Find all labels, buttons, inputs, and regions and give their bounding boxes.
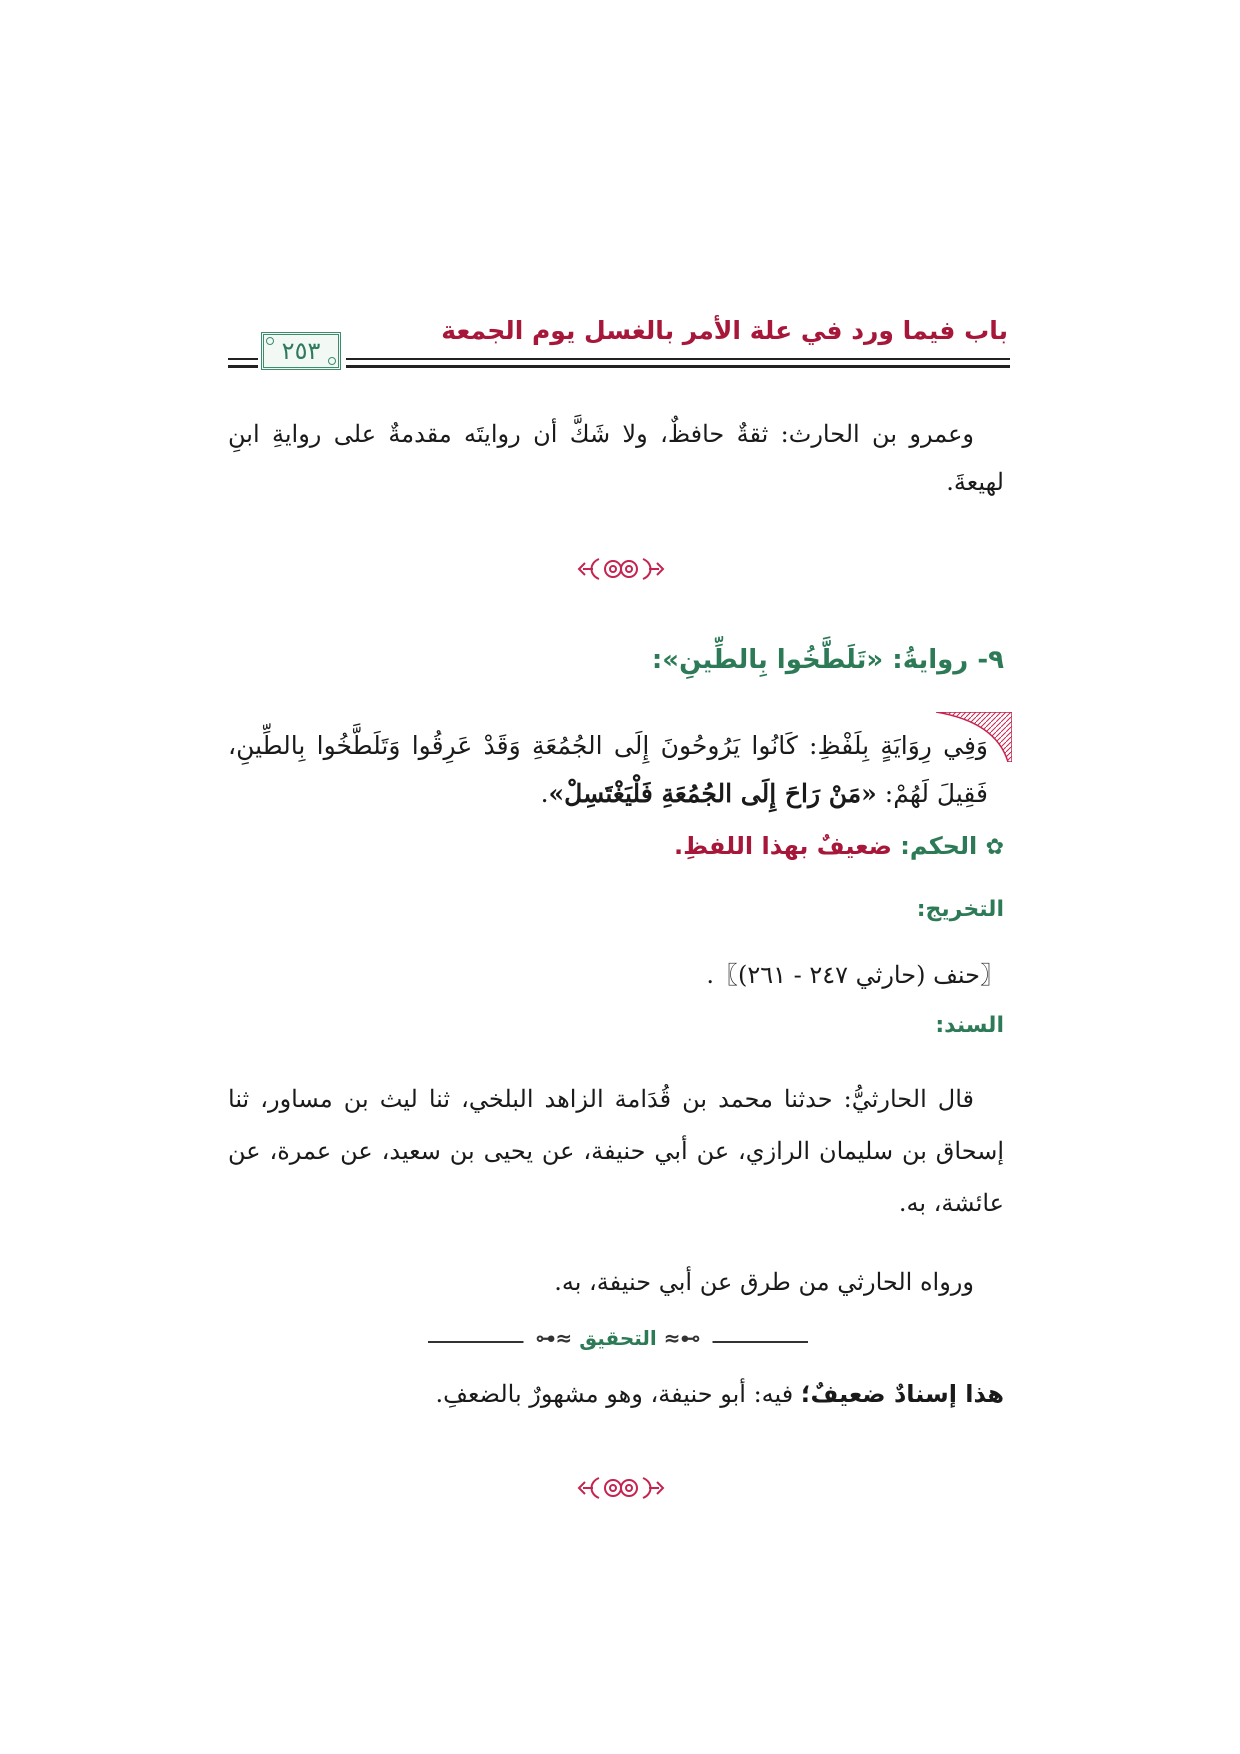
ruling-label: الحكم: — [900, 832, 978, 860]
tahqiq-bold: هذا إسنادٌ ضعيفٌ؛ — [800, 1380, 1004, 1408]
section-label: روايةُ: — [892, 645, 969, 675]
hadith-lead: وَفِي رِوَايَةٍ بِلَفْظِ: كَانُوا يَرُوحُونَ إِلَى الجُمُعَةِ وَقَدْ عَرِقُوا وَتَلَطَّخُوا بِالطِّينِ، فَقِيلَ لَهُمْ: — [228, 731, 988, 808]
takhrij-line: 〖حنف (حارثي ٢٤٧ - ٢٦١)〗. — [706, 961, 1004, 989]
floral-divider-icon — [575, 1474, 665, 1502]
intro-paragraph: وعمرو بن الحارث: ثقةٌ حافظٌ، ولا شَكَّ أن روايتَه مقدمةٌ على روايةِ ابنِ لهيعةَ. — [228, 420, 1004, 496]
hadith-bold: «مَنْ رَاحَ إِلَى الجُمُعَةِ فَلْيَغْتَسِلْ» — [548, 779, 877, 808]
divider-ornament-icon: ≈⊷ — [535, 1326, 573, 1350]
section-number: ٩- — [977, 645, 1004, 675]
hadith-end: . — [540, 779, 549, 808]
flower-bullet-icon: ✿ — [985, 835, 1004, 860]
tahqiq-text: فيه: أبو حنيفة، وهو مشهورٌ بالضعفِ. — [435, 1380, 801, 1408]
tahqiq-heading-wrap — [524, 1326, 713, 1350]
tahqiq-divider — [428, 1326, 808, 1354]
section-quote: «تَلَطَّخُوا بِالطِّينِ»: — [651, 645, 884, 675]
takhrij-heading: التخريج: — [916, 897, 1004, 922]
divider-ornament-icon: ⊶≈ — [663, 1326, 701, 1350]
tahqiq-heading: التحقيق — [579, 1326, 657, 1350]
chapter-title: باب فيما ورد في علة الأمر بالغسل يوم الجمعة — [441, 316, 1008, 345]
tahqiq-line — [436, 1380, 1005, 1408]
section-heading — [652, 645, 1004, 675]
floral-divider-icon — [575, 555, 665, 583]
header-rule-bottom — [346, 365, 1010, 368]
sanad-paragraph: قال الحارثيُّ: حدثنا محمد بن قُدَامة الزاهد البلخي، ثنا ليث بن مساور، ثنا إسحاق بن سليمان الرازي، عن أبي حنيفة، عن يحيى بن سعيد، عن عمرة، عن عائشة، به. — [228, 1085, 1004, 1217]
sanad-heading: السند: — [935, 1013, 1004, 1038]
header-rule-left-top — [228, 358, 258, 360]
header-rule-left-bottom — [228, 365, 258, 368]
header-rule-top — [346, 358, 1010, 360]
hadith-text — [228, 722, 988, 818]
ruling-line — [674, 832, 1004, 860]
page-header — [228, 312, 1010, 382]
ruling-value: ضعيفٌ بهذا اللفظِ. — [674, 832, 892, 860]
page-number: ٢٥٣ — [261, 332, 341, 370]
sanad-paragraph-2: ورواه الحارثي من طرق عن أبي حنيفة، به. — [554, 1268, 974, 1296]
